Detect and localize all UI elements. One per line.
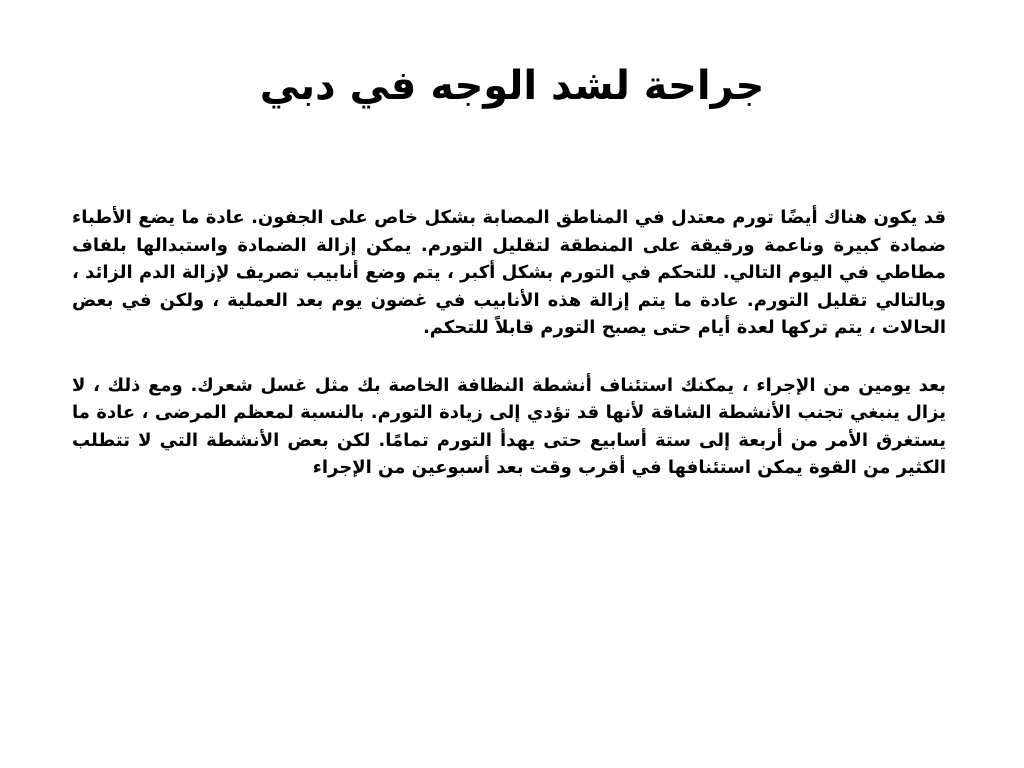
- slide-paragraph-2: بعد يومين من الإجراء ، يمكنك استئناف أنشطة النظافة الخاصة بك مثل غسل شعرك. ومع ذلك ، لا يزال ينبغي تجنب الأنشطة الشاقة لأنها قد تؤدي إلى زيادة التورم. بالنسبة لمعظم المرضى ، عادة ما يستغرق الأمر من أربعة إلى ستة أسابيع حتى يهدأ التورم تمامًا. لكن بعض الأنشطة التي لا تتطلب الكثير من القوة يمكن استئنافها في أقرب وقت بعد أسبوعين من الإجراء: [72, 374, 946, 478]
- slide-paragraph-1: قد يكون هناك أيضًا تورم معتدل في المناطق المصابة بشكل خاص على الجفون. عادة ما يضع الأطباء ضمادة كبيرة وناعمة ورقيقة على المنطقة لتقليل التورم. يمكن إزالة الضمادة واستبدالها بلفاف مطاطي في اليوم التالي. للتحكم في التورم بشكل أكبر ، يتم وضع أنابيب تصريف لإزالة الدم الزائد ، وبالتالي تقليل التورم. عادة ما يتم إزالة هذه الأنابيب في غضون يوم بعد العملية ، ولكن في بعض الحالات ، يتم تركها لعدة أيام حتى يصبح التورم قابلاً للتحكم.: [72, 207, 946, 338]
- slide-body: [72, 204, 946, 512]
- slide-title: جراحة لشد الوجه في دبي: [259, 63, 765, 109]
